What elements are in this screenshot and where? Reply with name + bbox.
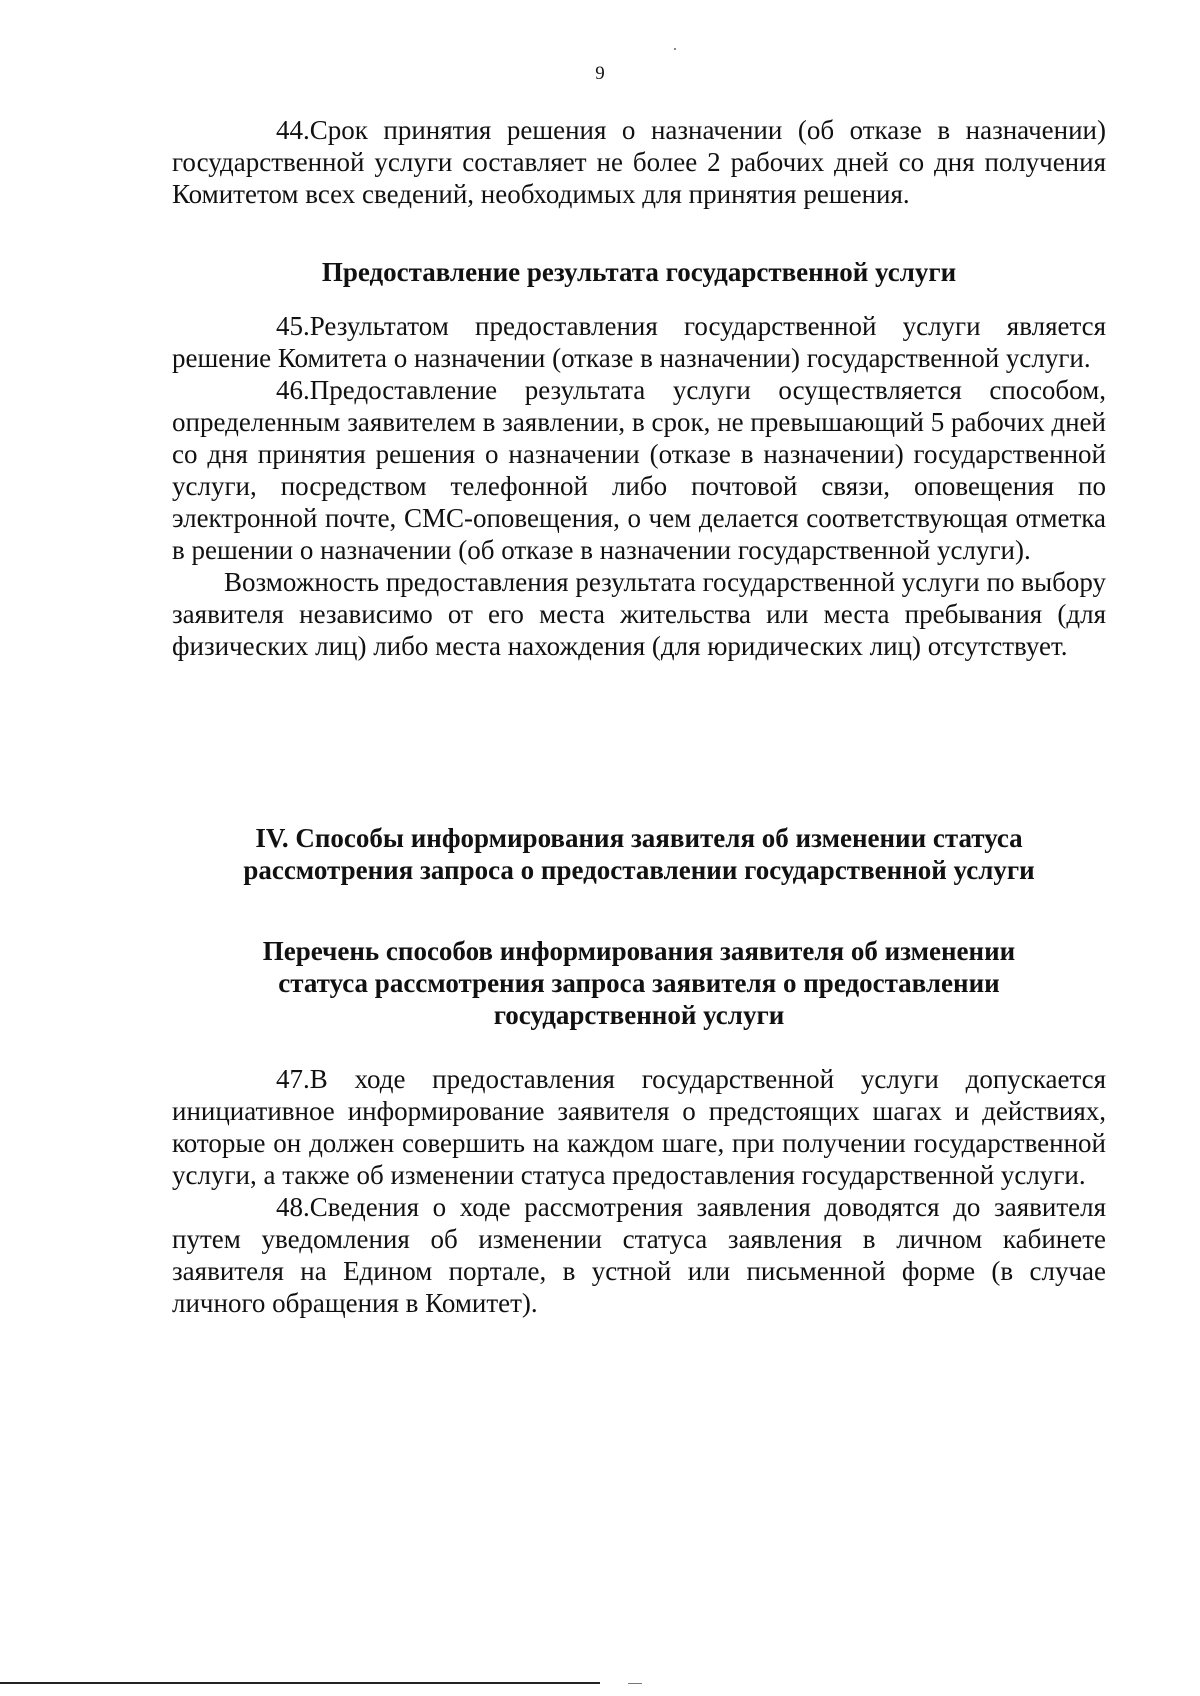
bottom-rule-dash: [628, 1683, 642, 1684]
list-heading-line-3: государственной услуги: [493, 1000, 785, 1030]
section-iv-line-2: рассмотрения запроса о предоставлении государственной услуги: [243, 855, 1035, 885]
page-number: 9: [595, 63, 605, 84]
paragraph-46: [172, 374, 1106, 566]
paragraph-text: Результатом предоставления государственной услуги является решение Комитета о назначении (отказе в назначении) государственной услуги.: [172, 311, 1106, 373]
paragraph-text: Предоставление результата услуги осуществляется способом, определенным заявителем в заявлении, в срок, не превышающий 5 рабочих дней со дня принятия решения о назначении (отказе в назначении) государственной услуги, посредством телефонной либо почтовой связи, оповещения по электронной почте, СМС-оповещения, о чем делается соответствующая отметка в решении о назначении (об отказе в назначении государственной услуги).: [172, 375, 1106, 565]
paragraph-block-47-48: [172, 1063, 1106, 1319]
paragraph-number: 44.: [276, 115, 310, 145]
paragraph-47: [172, 1063, 1106, 1191]
paragraph-text: Сведения о ходе рассмотрения заявления доводятся до заявителя путем уведомления об изменении статуса заявления в личном кабинете заявителя на Едином портале, в устной или письменной форме (в случае личного обращения в Комитет).: [172, 1192, 1106, 1318]
paragraph-text: Срок принятия решения о назначении (об отказе в назначении) государственной услуги составляет не более 2 рабочих дней со дня получения Комитетом всех сведений, необходимых для принятия решения.: [172, 115, 1106, 209]
paragraph-number: 46.: [276, 375, 310, 405]
list-heading-line-1: Перечень способов информирования заявителя об изменении: [262, 936, 1016, 966]
paragraph-48: [172, 1191, 1106, 1319]
paragraph-block-45-46: [172, 310, 1106, 662]
paragraph-number: 48.: [276, 1192, 310, 1222]
paragraph-possibility: Возможность предоставления результата государственной услуги по выбору заявителя независимо от его места жительства или места пребывания (для физических лиц) либо места нахождения (для юридических лиц) отсутствует.: [172, 567, 1106, 661]
paragraph-number: 45.: [276, 311, 310, 341]
scan-speck: [674, 48, 676, 50]
list-heading: [172, 935, 1106, 1031]
heading-result: Предоставление результата государственной услуги: [321, 257, 957, 287]
paragraph-45: [172, 310, 1106, 374]
list-heading-line-2: статуса рассмотрения запроса заявителя о предоставлении: [278, 968, 1000, 998]
bottom-rule: [0, 1682, 600, 1684]
paragraph-number: 47.: [276, 1064, 310, 1094]
paragraph-block-44: [172, 114, 1106, 210]
paragraph-text: В ходе предоставления государственной услуги допускается инициативное информирование заявителя о предстоящих шагах и действиях, которые он должен совершить на каждом шаге, при получении государственной услуги, а также об изменении статуса предоставления государственной услуги.: [172, 1064, 1106, 1190]
section-iv-heading: [172, 822, 1106, 886]
section-iv-line-1: IV. Способы информирования заявителя об изменении статуса: [255, 823, 1023, 853]
paragraph-44: [172, 114, 1106, 210]
